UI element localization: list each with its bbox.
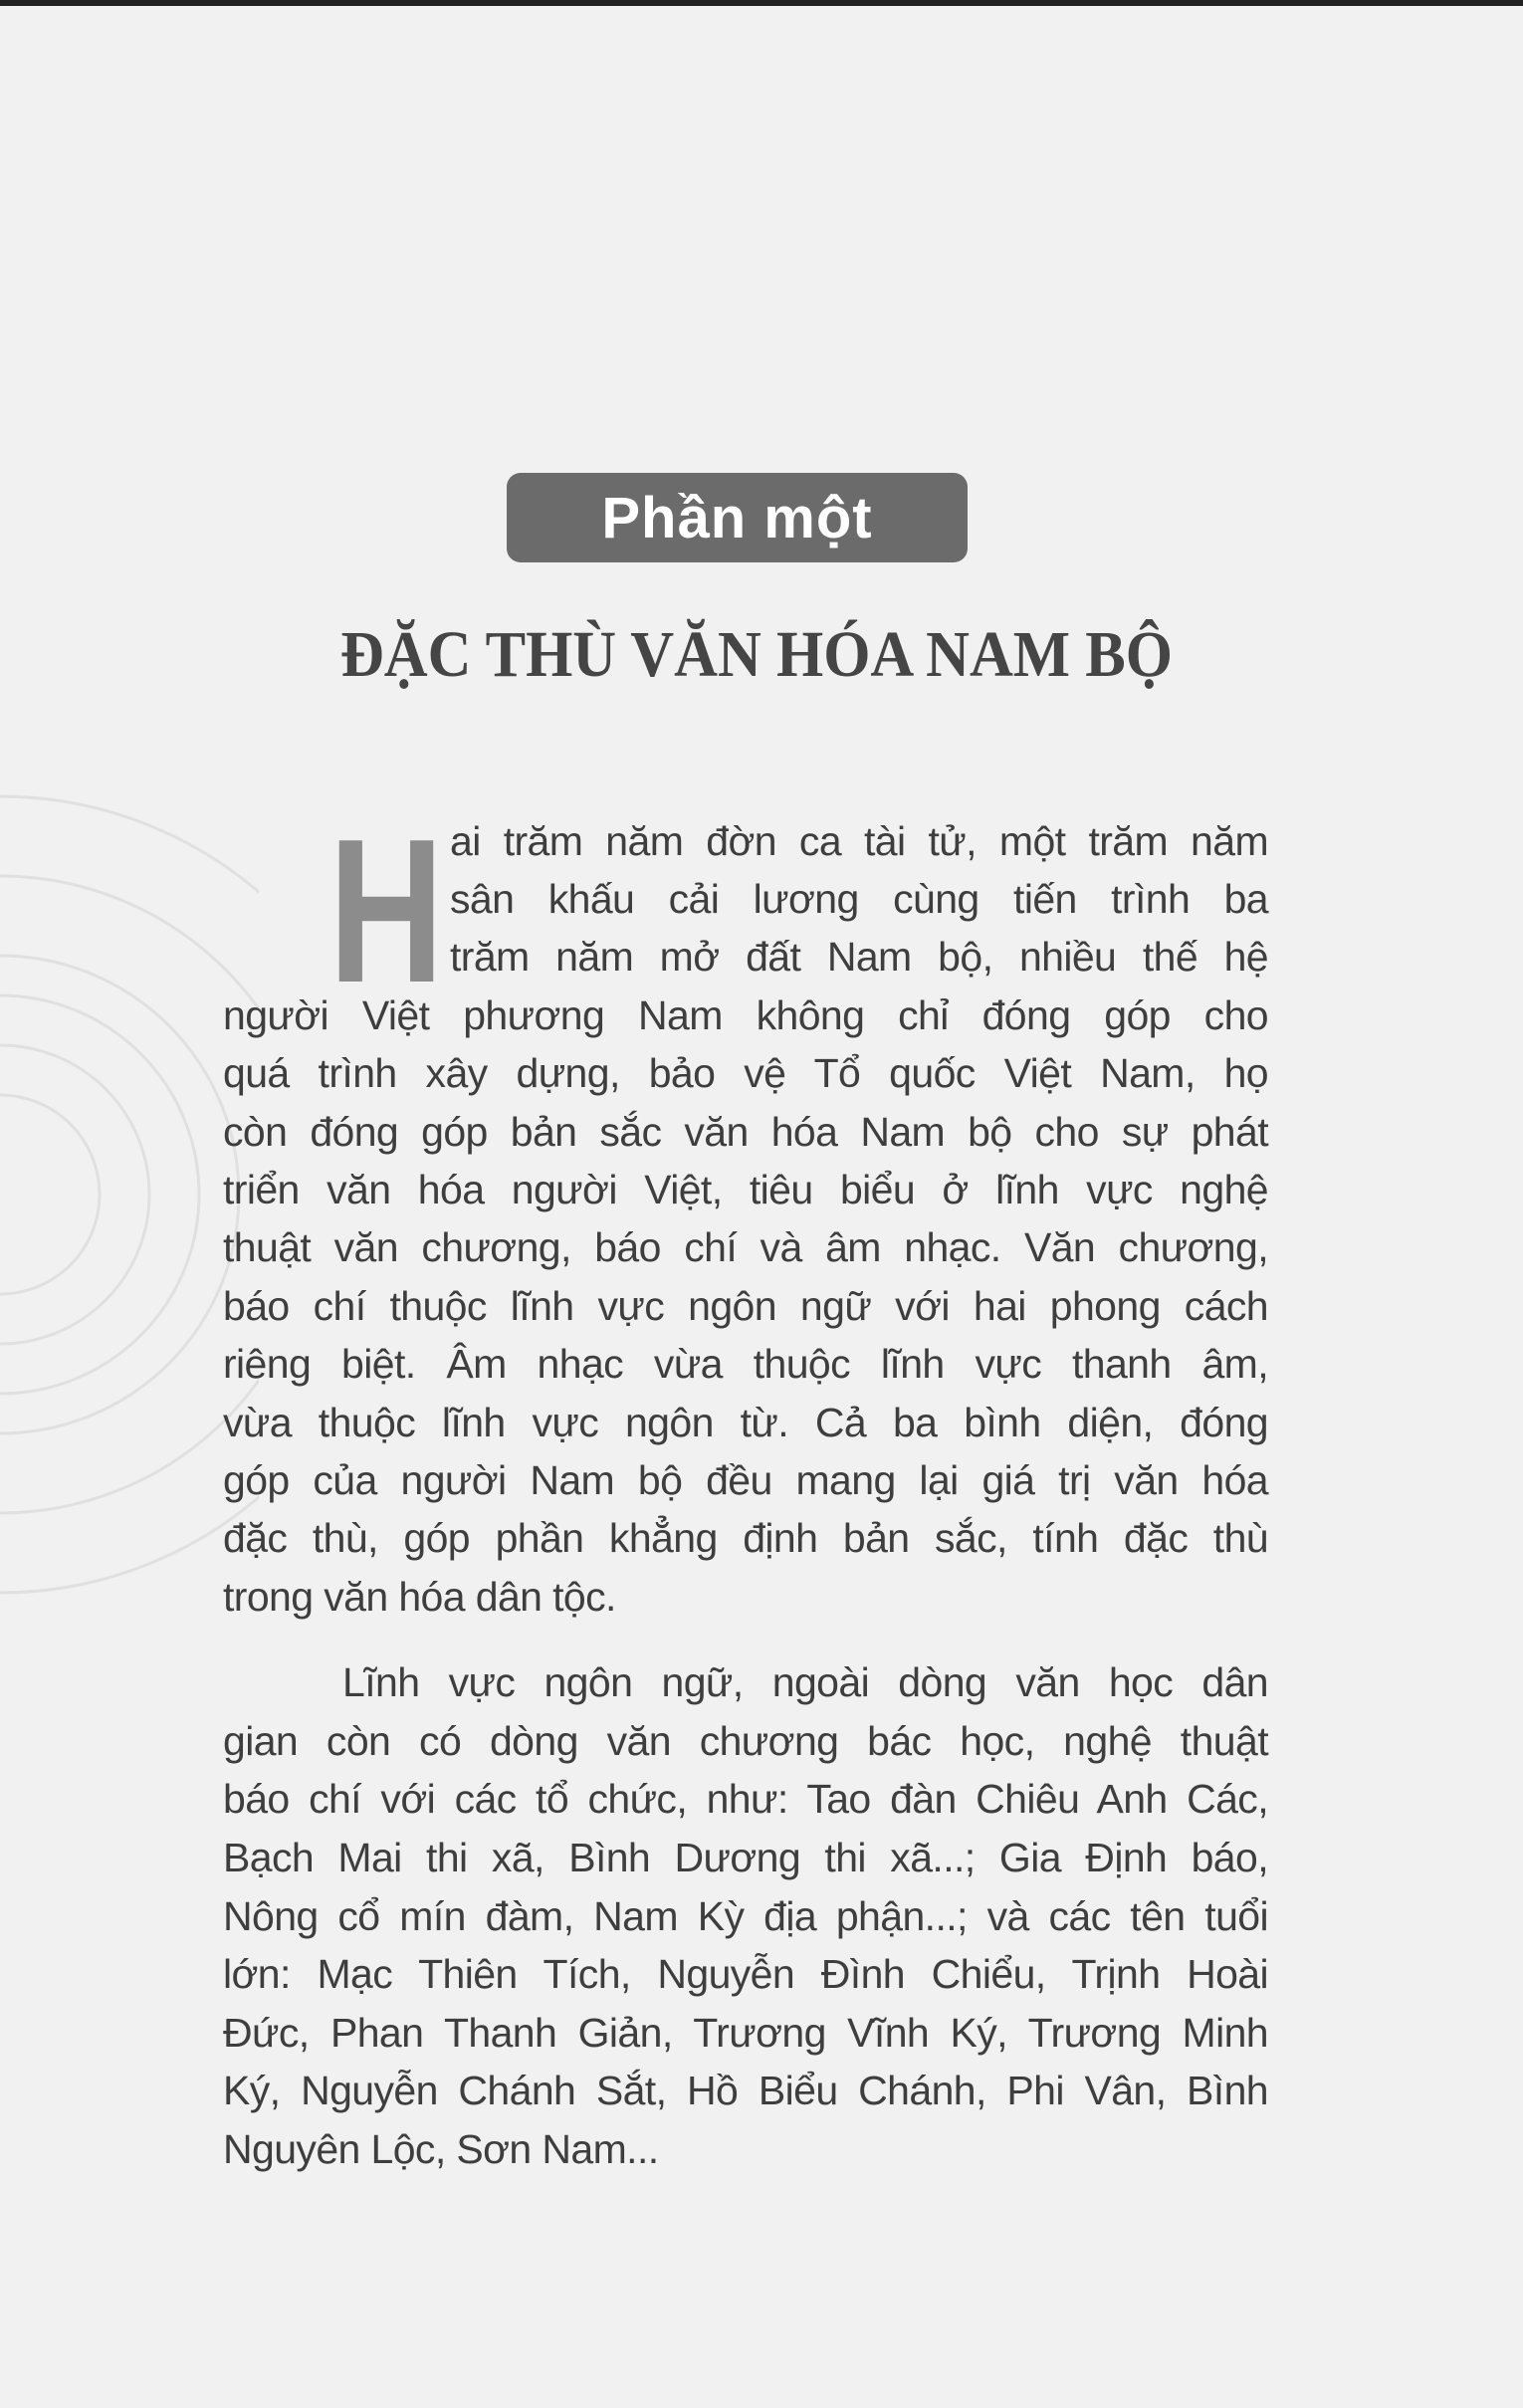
drop-cap: H: [328, 796, 445, 1025]
text-line: Nguyên Lộc, Sơn Nam...: [223, 2126, 659, 2172]
text-line: quá trình xây dựng, bảo vệ Tổ quốc Việt Nam, họ: [223, 1050, 1268, 1096]
section-label: Phần một: [507, 473, 968, 562]
text-line: trong văn hóa dân tộc.: [223, 1574, 616, 1620]
scan-edge: [0, 0, 1523, 6]
text-line: sân khấu cải lương cùng tiến trình ba: [450, 876, 1268, 922]
text-line: riêng biệt. Âm nhạc vừa thuộc lĩnh vực thanh âm,: [223, 1341, 1268, 1387]
text-line: Lĩnh vực ngôn ngữ, ngoài dòng văn học dân: [342, 1659, 1268, 1705]
text-line: báo chí với các tổ chức, như: Tao đàn Chiêu Anh Các,: [223, 1776, 1268, 1822]
text-line: còn đóng góp bản sắc văn hóa Nam bộ cho sự phát: [223, 1109, 1268, 1155]
chapter-title: ĐẶC THÙ VĂN HÓA NAM BỘ: [339, 618, 1174, 691]
text-line: trăm năm mở đất Nam bộ, nhiều thế hệ: [450, 934, 1268, 980]
text-line: Ký, Nguyễn Chánh Sắt, Hồ Biểu Chánh, Phi Vân, Bình: [223, 2068, 1268, 2113]
mandala-ornament: [0, 498, 259, 1891]
text-line: triển văn hóa người Việt, tiêu biểu ở lĩnh vực nghệ: [223, 1167, 1268, 1212]
text-line: người Việt phương Nam không chỉ đóng góp cho: [223, 992, 1268, 1038]
text-line: Đức, Phan Thanh Giản, Trương Vĩnh Ký, Trương Minh: [223, 2010, 1268, 2056]
text-line: báo chí thuộc lĩnh vực ngôn ngữ với hai phong cách: [223, 1283, 1268, 1329]
text-line: gian còn có dòng văn chương bác học, nghệ thuật: [223, 1718, 1268, 1764]
text-line: đặc thù, góp phần khẳng định bản sắc, tính đặc thù: [223, 1515, 1268, 1561]
text-line: Bạch Mai thi xã, Bình Dương thi xã...; Gia Định báo,: [223, 1835, 1268, 1880]
text-line: ai trăm năm đờn ca tài tử, một trăm năm: [450, 818, 1268, 864]
text-line: lớn: Mạc Thiên Tích, Nguyễn Đình Chiểu, Trịnh Hoài: [223, 1951, 1268, 1997]
text-line: vừa thuộc lĩnh vực ngôn từ. Cả ba bình diện, đóng: [223, 1400, 1268, 1445]
text-line: góp của người Nam bộ đều mang lại giá trị văn hóa: [223, 1457, 1268, 1503]
text-line: Nông cổ mín đàm, Nam Kỳ địa phận...; và các tên tuổi: [223, 1893, 1268, 1939]
text-line: thuật văn chương, báo chí và âm nhạc. Văn chương,: [223, 1224, 1268, 1270]
